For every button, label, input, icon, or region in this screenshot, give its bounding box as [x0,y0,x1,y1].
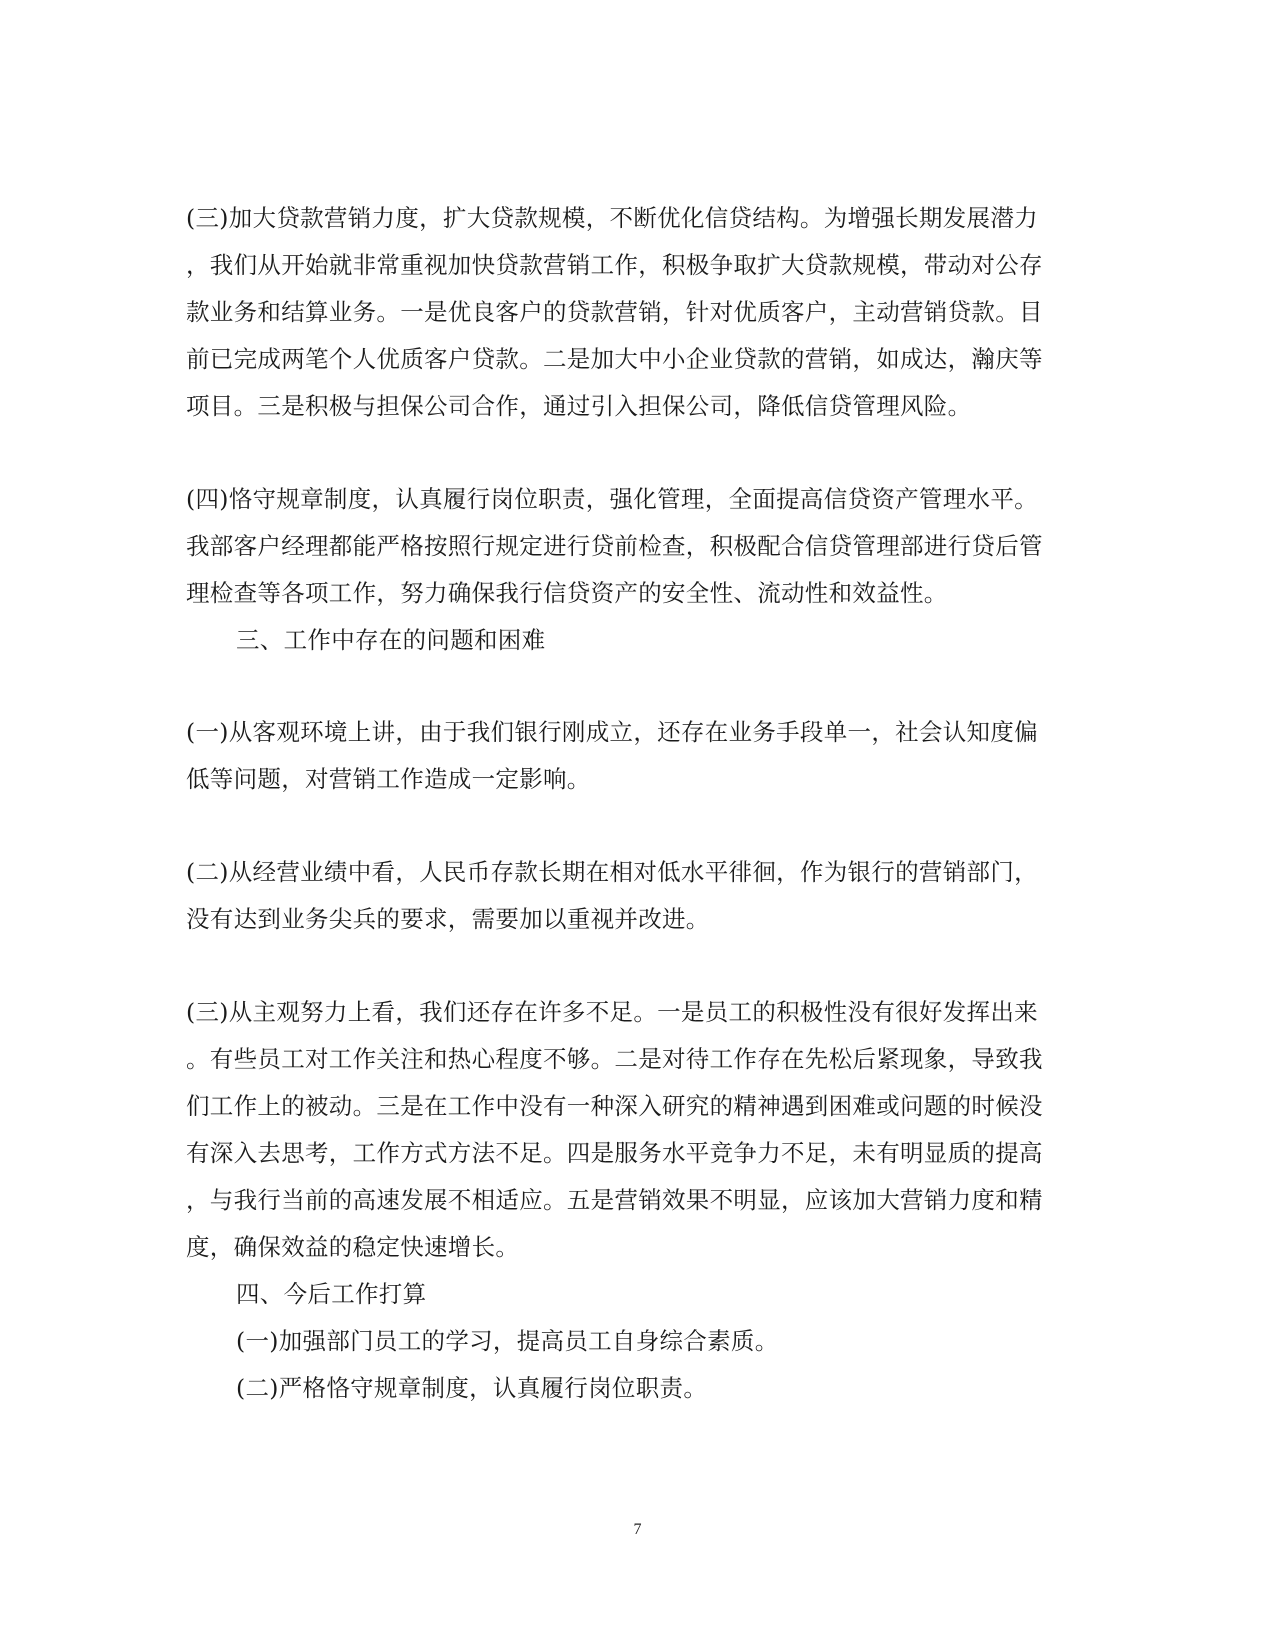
paragraph-problem-two-line-2: 没有达到业务尖兵的要求，需要加以重视并改进。 [186,905,710,933]
plan-item-two: (二)严格恪守规章制度，认真履行岗位职责。 [236,1374,708,1402]
paragraph-problem-one-line-1: (一)从客观环境上讲，由于我们银行刚成立，还存在业务手段单一，社会认知度偏 [186,718,1038,746]
paragraph-problem-three-line-5: ，与我行当前的高速发展不相适应。五是营销效果不明显，应该加大营销力度和精 [186,1186,1043,1214]
paragraph-problem-three-line-6: 度，确保效益的稳定快速增长。 [186,1233,520,1261]
paragraph-loans-line-3: 款业务和结算业务。一是优良客户的贷款营销，针对优质客户，主动营销贷款。目 [186,298,1043,326]
plan-item-one: (一)加强部门员工的学习，提高员工自身综合素质。 [236,1327,779,1355]
paragraph-loans-line-2: ，我们从开始就非常重视加快贷款营销工作，积极争取扩大贷款规模，带动对公存 [186,251,1043,279]
paragraph-loans-line-5: 项目。三是积极与担保公司合作，通过引入担保公司，降低信贷管理风险。 [186,392,972,420]
paragraph-problem-two-line-1: (二)从经营业绩中看，人民币存款长期在相对低水平徘徊，作为银行的营销部门， [186,858,1038,886]
paragraph-compliance-line-1: (四)恪守规章制度，认真履行岗位职责，强化管理，全面提高信贷资产管理水平。 [186,485,1038,513]
paragraph-problem-three-line-4: 有深入去思考，工作方式方法不足。四是服务水平竞争力不足，未有明显质的提高 [186,1139,1043,1167]
paragraph-problem-three-line-3: 们工作上的被动。三是在工作中没有一种深入研究的精神遇到困难或问题的时候没 [186,1092,1043,1120]
heading-problems: 三、工作中存在的问题和困难 [236,626,546,654]
paragraph-problem-three-line-2: 。有些员工对工作关注和热心程度不够。二是对待工作存在先松后紧现象，导致我 [186,1045,1043,1073]
paragraph-problem-three-line-1: (三)从主观努力上看，我们还存在许多不足。一是员工的积极性没有很好发挥出来 [186,998,1038,1026]
paragraph-problem-one-line-2: 低等问题，对营销工作造成一定影响。 [186,765,591,793]
paragraph-loans-line-4: 前已完成两笔个人优质客户贷款。二是加大中小企业贷款的营销，如成达，瀚庆等 [186,345,1043,373]
heading-plans: 四、今后工作打算 [236,1280,427,1308]
paragraph-compliance-line-2: 我部客户经理都能严格按照行规定进行贷前检查，积极配合信贷管理部进行贷后管 [186,532,1043,560]
paragraph-compliance-line-3: 理检查等各项工作，努力确保我行信贷资产的安全性、流动性和效益性。 [186,579,948,607]
paragraph-loans-line-1: (三)加大贷款营销力度，扩大贷款规模，不断优化信贷结构。为增强长期发展潜力 [186,204,1038,232]
page-number: 7 [633,1521,642,1538]
